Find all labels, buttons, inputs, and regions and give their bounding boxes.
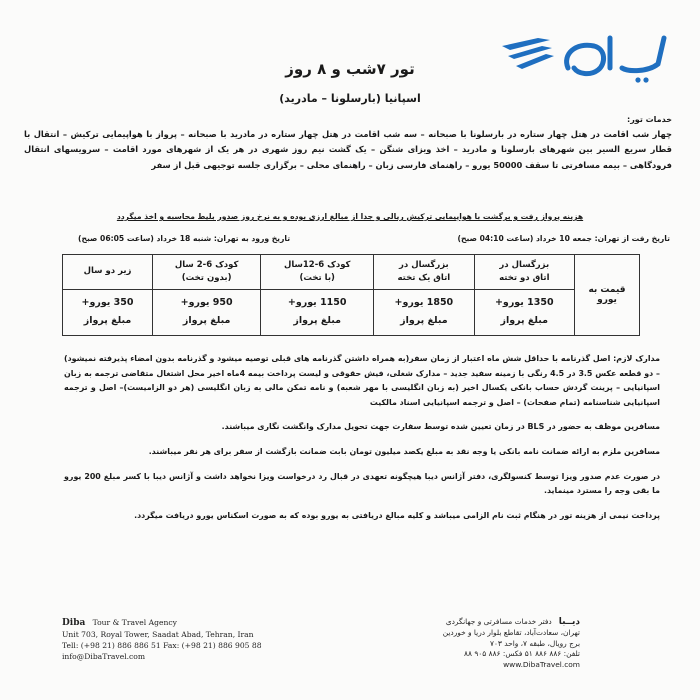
col-header-line: بزرگسال در <box>398 259 449 270</box>
bank-guarantee-paragraph: مسافرین ملزم به ارائه ضمانت نامه بانکی یا وجه نقد به مبلغ یکصد میلیون تومان بابت ضمانت بازگشت از سفر برای هر نفر میباشند. <box>148 446 660 456</box>
footer-address-en: Unit 703, Royal Tower, Saadat Abad, Tehran, Iran <box>62 630 254 639</box>
footer-brand-en: Diba <box>62 618 86 628</box>
col-header-line: (با تخت) <box>299 272 335 283</box>
required-documents-paragraph: مدارک لازم: اصل گذرنامه با حداقل شش ماه اعتبار از زمان سفر(به همراه داشتن گذرنامه های قبلی توصیه میشود و گذرنامه بدون امضاء پذیرفته نمیشود) – دو قطعه عکس 3.5 در 4.5 رنگی با زمینه سفید جدید – مدارک شغلی، فیش حقوقی و لیست پرداخت بیمه 4ماه اخیر محل اشتغال متقاضی ترجمه به زبان اسپانیایی – پرینت گردش حساب بانکی یکسال اخیر (به زبان انگلیسی با مهر شعبه) و نامه تمکن مالی به زبان انگلیسی (هر دو الزامیست)– اصل و ترجمه اسپانیایی شناسنامه (تمام صفحات) – اصل و ترجمه اسپانیایی اسناد مالکیت <box>64 354 660 407</box>
footer-persian <box>443 617 580 671</box>
price-value: 1350 یورو+ <box>494 297 554 309</box>
col-header-line: کودک 6-2 سال <box>174 259 239 270</box>
col-header-adult-single <box>374 255 474 290</box>
footer-brand-fa: دیــبا <box>558 617 580 627</box>
price-value: 950 یورو+ <box>180 297 233 309</box>
bls-attendance-paragraph: مسافرین موظف به حضور در BLS در زمان تعیین شده توسط سفارت جهت تحویل مدارک وانگشت نگاری میباشند. <box>221 422 660 432</box>
flight-cost-note: هزینه پرواز رفت و برگشت با هواپیمایی ترکیش ریالی و جدا از مبالغ ارزی بوده و به نرخ روز صدور بلیط محاسبه و اخذ میگردد <box>116 212 584 221</box>
col-header-adult-double <box>474 255 574 290</box>
footer-email-en[interactable]: info@DibaTravel.com <box>62 652 146 661</box>
price-adult-double <box>474 289 574 335</box>
col-header-line: اتاق دو تخته <box>499 272 550 283</box>
col-header-line: اتاق یک تخته <box>397 272 451 283</box>
price-table-value-row <box>63 289 640 335</box>
arrival-date: تاریخ ورود به تهران: شنبه 18 خرداد (ساعت 06:05 صبح) <box>78 234 291 243</box>
payment-paragraph: پرداخت نیمی از هزینه تور در هنگام ثبت نام الزامی میباشد و کلیه مبالغ دریافتی به یورو بوده که به صورت اسکناس یورو دریافت میگردد. <box>134 510 660 520</box>
price-infant <box>63 289 153 335</box>
price-table-header-row <box>63 255 640 290</box>
services-heading: خدمات تور: <box>627 115 672 124</box>
col-header-line: زیر دو سال <box>83 266 132 277</box>
price-child-with-bed <box>261 289 374 335</box>
col-header-child-no-bed <box>153 255 261 290</box>
services-text: چهار شب اقامت در هتل چهار ستاره در بارسلونا با صبحانه – سه شب اقامت در هتل چهار ستاره در مادرید با صبحانه – پرواز با هواپیمایی ترکیش – انتقال با قطار سریع السیر بین شهرهای بارسلونا و مادرید – اخذ ویزای شنگن – یک گشت نیم روز شهری در هر یک از شهرهای مورد اقامت – سرویسهای انتقال فرودگاهی – بیمه مسافرتی تا سقف 50000 یورو – راهنمای فارسی زبان – راهنمای محلی – برگزاری جلسه توجیهی قبل از سفر <box>24 129 672 170</box>
conditions-section <box>64 352 660 533</box>
footer-tagline-fa: دفتر خدمات مسافرتی و جهانگردی <box>445 617 552 626</box>
price-row-header: قیمت به یورو <box>575 255 640 336</box>
price-suffix: مبلغ پرواز <box>83 315 132 327</box>
col-header-line: (بدون تخت) <box>181 272 232 283</box>
col-header-line: کودک 6-12سال <box>283 259 351 270</box>
price-value: 350 یورو+ <box>81 297 134 309</box>
price-suffix: مبلغ پرواز <box>293 315 341 327</box>
tour-title: تور ۷شب و ۸ روز <box>285 60 415 78</box>
visa-refusal-paragraph: در صورت عدم صدور ویزا توسط کنسولگری، دفتر آژانس دیبا هیچگونه تعهدی در قبال رد درخواست ویزا نخواهد داشت و آژانس دیبا با کسر مبلغ 200 یورو ما بقی وجه را مسترد مینماید. <box>64 471 660 496</box>
footer-phone-en: Tell: (+98 21) 886 886 51 Fax: (+98 21) 886 905 88 <box>62 641 262 650</box>
col-header-child-with-bed <box>261 255 374 290</box>
col-header-infant <box>63 255 153 290</box>
price-suffix: مبلغ پرواز <box>500 315 549 327</box>
price-child-no-bed <box>153 289 261 335</box>
price-value: 1850 یورو+ <box>394 297 454 309</box>
footer-tagline-en: Tour & Travel Agency <box>92 618 177 627</box>
footer-phone-fa: تلفن: ۸۸۶ ۸۸۶ ۵۱ فکس: ۸۸۶ ۹۰۵ ۸۸ <box>464 649 580 659</box>
price-table <box>62 254 640 336</box>
footer-web[interactable]: www.DibaTravel.com <box>503 660 580 670</box>
footer-address-fa-1: تهران، سعادت‌آباد، تقاطع بلوار دریا و خوردین <box>442 627 580 637</box>
price-suffix: مبلغ پرواز <box>400 315 448 327</box>
price-adult-single <box>374 289 474 335</box>
price-suffix: مبلغ پرواز <box>182 315 231 327</box>
price-value: 1150 یورو+ <box>287 297 347 309</box>
footer-address-fa-2: برج رویال، طبقه ۷، واحد ۷۰۳ <box>489 638 580 648</box>
footer-english <box>62 617 262 662</box>
col-header-line: بزرگسال در <box>499 259 550 270</box>
tour-subtitle: اسپانیا (بارسلونا – مادرید) <box>279 92 421 105</box>
departure-date: تاریخ رفت از تهران: جمعه 10 خرداد (ساعت 04:10 صبح) <box>457 234 670 243</box>
